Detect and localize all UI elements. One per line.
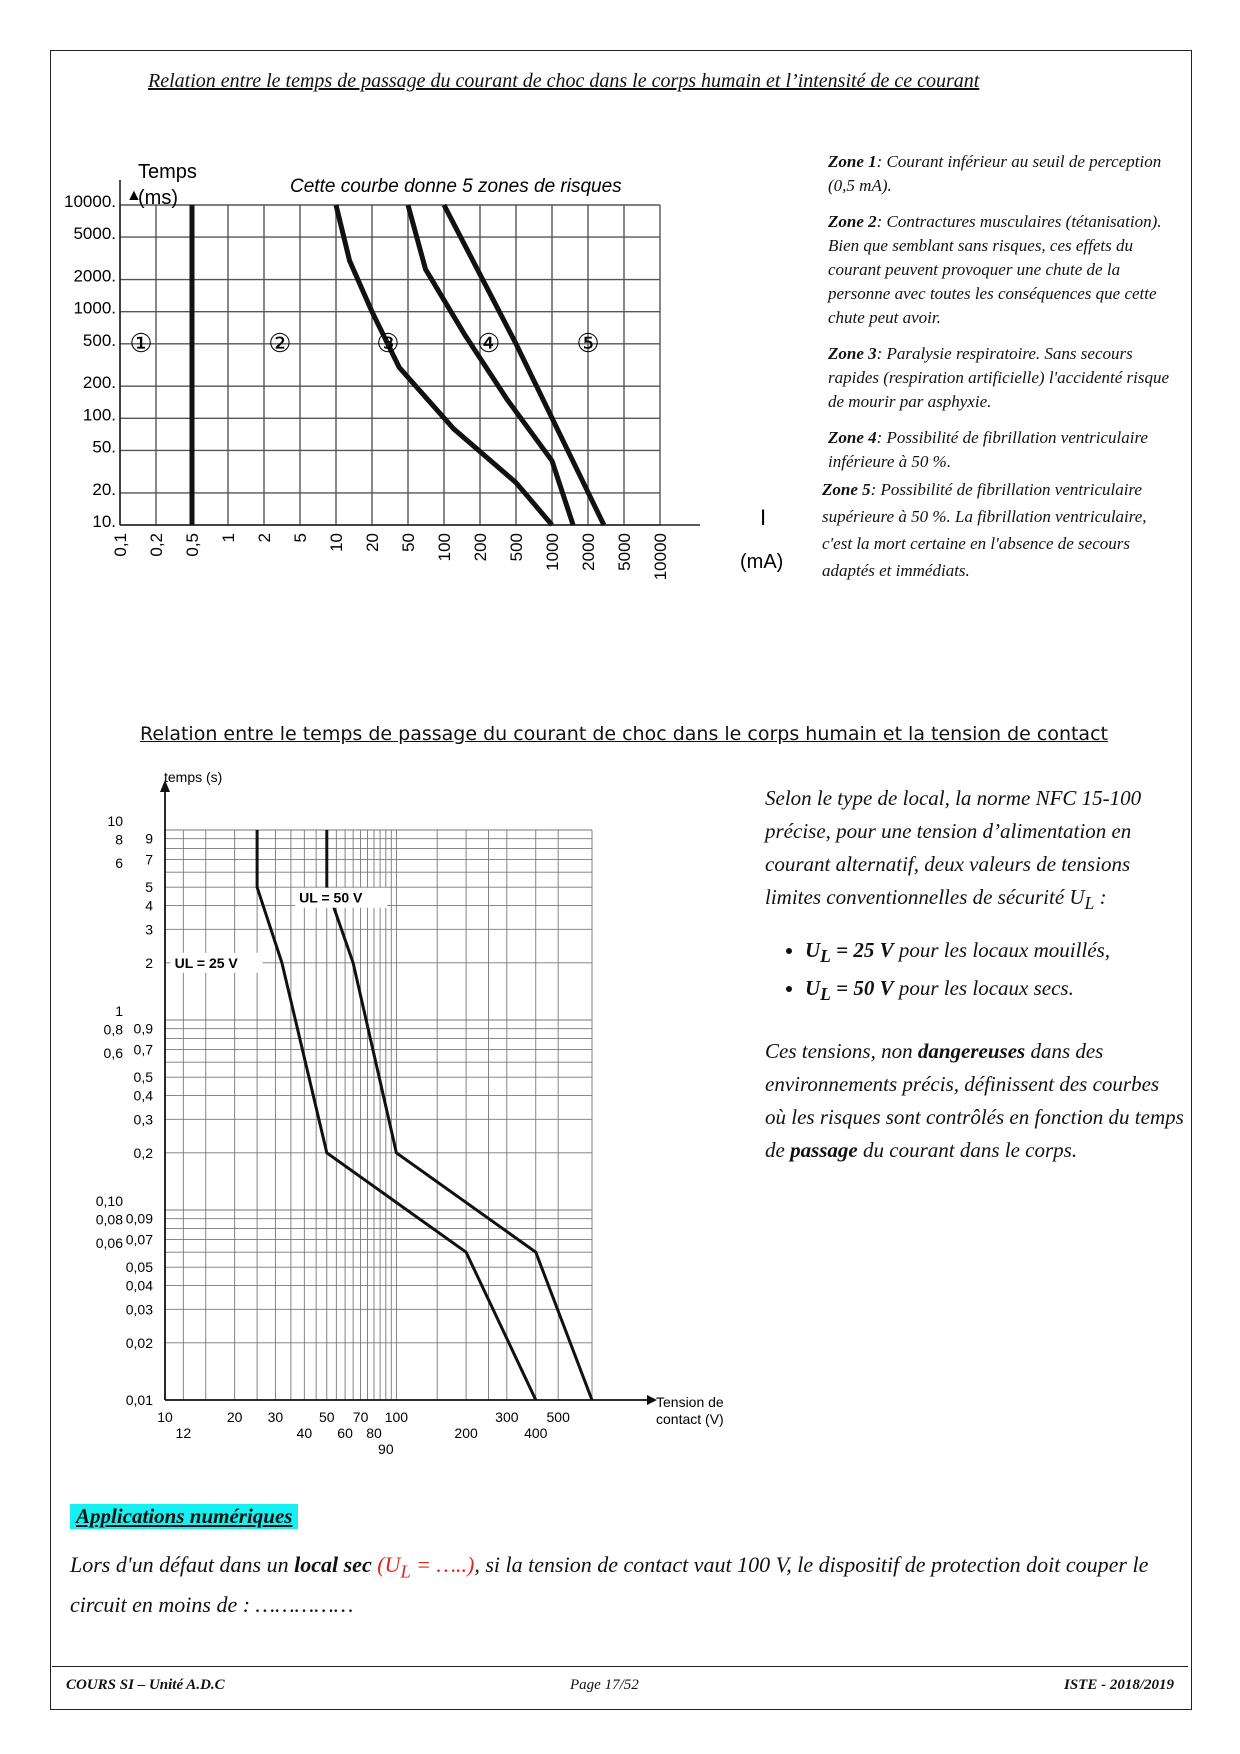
applications-heading: Applications numériques — [70, 1504, 298, 1529]
section-title-current: Relation entre le temps de passage du courant de choc dans le corps humain et l’intensité de ce courant — [148, 70, 980, 92]
chart1-xtick: 1000 — [543, 533, 562, 571]
chart2-ytick: 3 — [145, 921, 153, 938]
chart2-annotation: UL = 25 V — [174, 954, 238, 971]
chart2-ytick: 0,3 — [133, 1111, 153, 1128]
chart1-zone-label: ③ — [376, 327, 400, 358]
chart2-ytick-left: 0,08 — [95, 1211, 123, 1228]
chart1-curve-c3 — [408, 205, 573, 525]
chart2-xtick-lower: 40 — [296, 1425, 313, 1441]
chart1-zone-label: ④ — [477, 327, 501, 358]
chart2-xtick: 10 — [157, 1409, 173, 1425]
chart1-grid — [120, 180, 700, 525]
chart2-grid — [160, 780, 657, 1405]
chart2-ytick: 0,07 — [125, 1231, 153, 1248]
chart1-xtick: 20 — [363, 533, 382, 552]
chart2-ytick: 0,2 — [133, 1144, 153, 1161]
chart2-ytick: 0,02 — [125, 1334, 153, 1351]
chart2-ytick: 0,09 — [125, 1210, 153, 1227]
norm-text — [765, 782, 1185, 1167]
chart2-ytick: 7 — [145, 851, 153, 868]
chart2-ytick: 0,9 — [133, 1020, 153, 1037]
footer — [52, 1666, 1188, 1707]
chart1-yunit: (ms) — [138, 187, 178, 209]
chart2-ytick-left: 8 — [115, 831, 123, 848]
chart2-xtick-lower: 400 — [524, 1425, 548, 1441]
chart2-ytick: 0,4 — [133, 1087, 153, 1104]
chart2-xlabel-1: Tension de — [656, 1394, 724, 1410]
norm-bullet-1: • $U_L = 25$ V pour les locaux mouillés, — [805, 934, 1185, 972]
chart-current-time — [60, 150, 820, 670]
chart1-xtick: 2000 — [579, 533, 598, 571]
chart2-ytick-left: 1 — [115, 1003, 123, 1019]
norm-bullet-2: • $U_L = 50$ V pour les locaux secs. — [805, 972, 1185, 1010]
zone-5: Zone 5: Possibilité de fibrillation ventriculaire supérieure à 50 %. La fibrillation ventriculaire, c'est la mort certaine en l'absence de secours adaptés et immédiats. — [822, 480, 1147, 580]
chart1-ytick: 100. — [82, 405, 116, 425]
chart2-xtick: 100 — [384, 1409, 409, 1425]
chart1-xunit: (mA) — [740, 551, 784, 573]
chart2-xlabel-2: contact (V) — [656, 1411, 724, 1427]
chart2-curves — [257, 830, 592, 1400]
chart1-ytick: 2000. — [73, 266, 116, 286]
chart2-xtick-lower: 60 — [337, 1425, 353, 1441]
chart1-xtick: 10 — [327, 533, 346, 552]
applications-question: Lors d'un défaut dans un local $\sec (U_L$ = …..), si la tension de contact vaut 100 V, le dispositif de protection doit couper le circuit en moins de : …………… — [70, 1552, 1149, 1618]
chart1-ylabel-arrow: ▲ — [126, 187, 142, 204]
chart2-xtick: 300 — [495, 1409, 519, 1425]
norm-list — [765, 934, 1185, 1010]
chart2-ytick: 0,03 — [125, 1301, 153, 1318]
chart2-ylabel: temps (s) — [164, 769, 223, 785]
zone-1: Zone 1: Courant inférieur au seuil de perception (0,5 mA). — [828, 152, 1162, 195]
chart2-ytick: 9 — [145, 830, 153, 847]
section-title-voltage: Relation entre le temps de passage du courant de choc dans le corps humain et la tension de contact — [140, 723, 1108, 745]
chart1-ytick: 50. — [92, 437, 116, 457]
chart1-xtick: 1 — [219, 533, 238, 543]
chart2-xtick-extra: 90 — [378, 1441, 394, 1457]
zone-4: Zone 4: Possibilité de fibrillation ventriculaire inférieure à 50 %. — [828, 428, 1148, 471]
chart2-ytick: 4 — [145, 897, 153, 914]
chart2-ytick: 2 — [145, 954, 153, 971]
norm-para2: Ces tensions, non dangereuses dans des environnements précis, définissent des courbes où les risques sont contrôlés en fonction du temps de passage du courant dans le corps. — [765, 1038, 1184, 1162]
footer-course: COURS SI – Unité A.D.C — [66, 1677, 225, 1693]
chart1-ytick: 10000. — [64, 192, 116, 211]
chart1-ytick: 500. — [82, 330, 116, 350]
zone-2: Zone 2: Contractures musculaires (tétanisation). Bien que semblant sans risques, ces effets du courant peuvent provoquer une chute de la personne avec toutes les conséquences que cette chute peut avoir. — [828, 212, 1162, 327]
chart2-ytick: 0,01 — [125, 1392, 153, 1408]
chart2-xtick-lower: 12 — [175, 1425, 192, 1441]
chart2-ytick-left: 0,10 — [95, 1193, 123, 1209]
chart1-xtick: 2 — [255, 533, 274, 543]
chart1-xtick: 5 — [291, 533, 310, 543]
footer-page: Page 17/52 — [570, 1677, 639, 1693]
chart2-xtick: 70 — [352, 1409, 369, 1425]
chart1-ytick: 20. — [92, 479, 116, 499]
chart1-ytick: 200. — [82, 373, 116, 393]
chart2-ytick-left: 6 — [115, 855, 123, 872]
chart1-ytick: 1000. — [73, 298, 116, 318]
chart1-xtick: 0,5 — [183, 533, 202, 557]
chart1-xtick: 200 — [471, 533, 490, 562]
chart2-ytick: 0,7 — [133, 1041, 153, 1058]
chart-voltage-time — [80, 760, 760, 1470]
chart1-curves — [192, 205, 604, 525]
zone-3: Zone 3: Paralysie respiratoire. Sans secours rapides (respiration artificielle) l'accidenté risque de mourir par asphyxie. — [828, 344, 1170, 411]
chart2-xtick: 50 — [318, 1409, 335, 1425]
chart2-ytick: 0,04 — [125, 1277, 153, 1294]
chart1-zone-label: ⑤ — [576, 327, 600, 358]
chart1-xtick: 100 — [435, 533, 454, 562]
chart1-xlabel: I — [760, 505, 767, 530]
chart2-ytick-left: 0,8 — [103, 1021, 123, 1038]
zones-description — [822, 150, 1173, 596]
chart2-ytick-left: 0,06 — [95, 1235, 123, 1252]
chart2-ytick-left: 10 — [107, 813, 123, 829]
chart2-ytick: 0,5 — [133, 1069, 153, 1086]
chart2-xtick: 30 — [267, 1409, 284, 1425]
chart1-ytick: 5000. — [73, 224, 116, 244]
chart2-ytick: 5 — [145, 879, 153, 896]
chart1-title: Cette courbe donne 5 zones de risques — [290, 176, 622, 197]
chart2-ytick: 0,05 — [125, 1259, 153, 1276]
chart1-ytick: 10. — [92, 512, 116, 531]
chart2-xtick-lower: 80 — [366, 1425, 382, 1441]
norm-intro: Selon le type de local, la norme NFC 15-100 précise, pour une tension d’alimentation en courant alternatif, deux valeurs de tensions limites conventionnelles de sécurité $U_L$ : — [765, 786, 1142, 914]
footer-school: ISTE - 2018/2019 — [1063, 1677, 1174, 1693]
chart2-xtick-lower: 200 — [454, 1425, 478, 1441]
chart1-xtick: 10000 — [651, 533, 670, 581]
chart1-curve-c4 — [444, 205, 604, 525]
chart1-xtick: 0,1 — [111, 533, 130, 557]
chart2-xtick: 20 — [226, 1409, 243, 1425]
chart1-zone-label: ① — [129, 327, 153, 358]
chart2-curve — [327, 830, 592, 1400]
chart2-annotation: UL = 50 V — [299, 889, 363, 906]
chart2-ytick-left: 0,6 — [103, 1045, 123, 1062]
chart1-xtick: 5000 — [615, 533, 634, 571]
chart1-xtick: 50 — [399, 533, 418, 552]
chart1-xtick: 500 — [507, 533, 526, 562]
chart1-zone-label: ② — [268, 327, 292, 358]
chart1-xtick: 0,2 — [147, 533, 166, 557]
chart2-xtick: 500 — [546, 1409, 570, 1425]
chart1-ylabel: Temps — [138, 161, 197, 183]
